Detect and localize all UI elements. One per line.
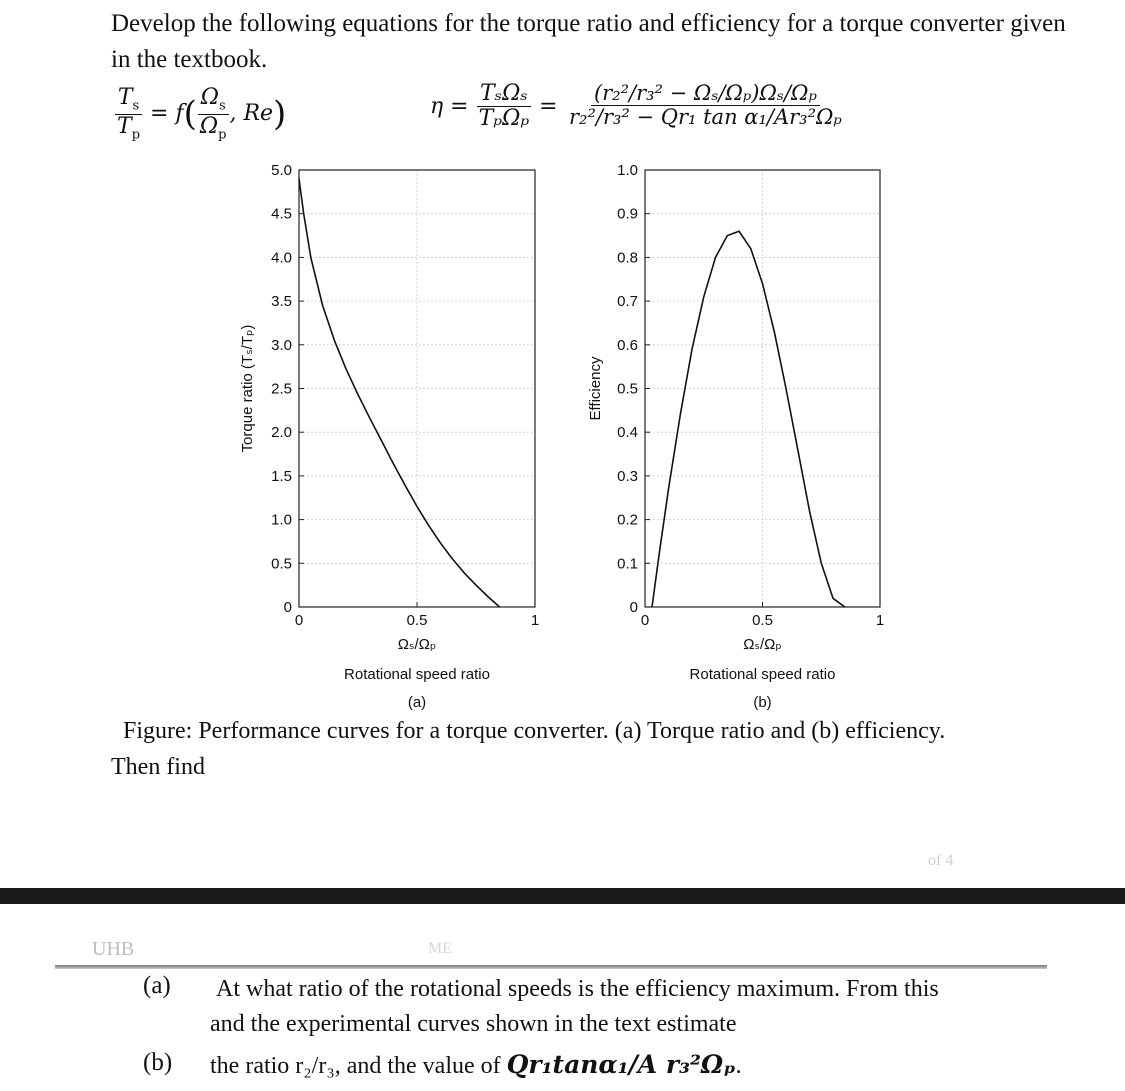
torque-ratio-equation: $\frac{T_s}{T_p}$ = f( $\frac{\Omega_s}{\Omega_p}$ , Re) xyxy=(114,86,286,142)
y-tick-label: 0.6 xyxy=(617,336,638,354)
x-axis-symbol: Ωₛ/Ωₚ xyxy=(397,636,437,653)
y-tick-label: 0.1 xyxy=(617,555,638,573)
y-tick-label: 0.5 xyxy=(271,555,292,573)
y-tick-label: 0.5 xyxy=(617,380,638,398)
y-tick-label: 0 xyxy=(629,599,638,616)
y-tick-label: 4.5 xyxy=(271,205,292,223)
x-tick-label: 1 xyxy=(875,612,885,629)
y-tick-label: 1.0 xyxy=(617,162,638,179)
question-a-line2: and the experimental curves shown in the text estimate xyxy=(210,1011,737,1037)
x-tick-label: 0 xyxy=(640,612,650,629)
page-marker: of 4 xyxy=(928,852,954,869)
series-line xyxy=(652,231,845,607)
y-tick-label: 0.3 xyxy=(617,467,638,485)
question-a-line1: At what ratio of the rotational speeds is the efficiency maximum. From this xyxy=(216,976,939,1002)
y-tick-label: 2.0 xyxy=(271,424,292,442)
efficiency-equation-right: $\frac{\text{(r₂²/r₃² − Ωₛ/Ωₚ)Ωₛ/Ωₚ}}{\text{r₂²/r₃² − Qr₁ tan α₁/Ar₃²Ωₚ}}$ xyxy=(569,81,842,130)
x-axis-symbol: Ωₛ/Ωₚ xyxy=(743,636,782,653)
faded-header-mid: ME xyxy=(428,940,452,957)
panel-label: (b) xyxy=(753,694,772,711)
y-tick-label: 5.0 xyxy=(271,162,292,179)
question-a-label: (a) xyxy=(143,972,171,999)
y-tick-label: 2.5 xyxy=(271,380,292,398)
y-tick-label: 3.5 xyxy=(271,293,292,311)
y-tick-label: 0.2 xyxy=(617,511,638,529)
x-tick-label: 0.5 xyxy=(406,612,428,629)
question-b-label: (b) xyxy=(143,1049,173,1076)
y-tick-label: 0.9 xyxy=(617,205,638,223)
figure-caption: Figure: Performance curves for a torque converter. (a) Torque ratio and (b) efficiency. xyxy=(123,718,946,744)
efficiency-chart xyxy=(587,162,884,711)
y-tick-label: 1.5 xyxy=(271,467,292,485)
y-tick-label: 1.0 xyxy=(271,511,292,529)
x-axis-label: Rotational speed ratio xyxy=(689,666,836,683)
x-axis-label: Rotational speed ratio xyxy=(344,666,490,683)
x-tick-label: 1 xyxy=(530,612,540,629)
series-line xyxy=(299,179,500,607)
page-divider xyxy=(0,888,1125,904)
y-tick-label: 0.4 xyxy=(617,424,638,442)
torque-ratio-chart xyxy=(239,162,539,711)
panel-label: (a) xyxy=(407,694,427,711)
faded-header-left: UHB xyxy=(92,938,135,960)
y-tick-label: 0 xyxy=(283,599,292,616)
y-tick-label: 4.0 xyxy=(271,249,292,267)
intro-text: Develop the following equations for the torque ratio and efficiency for a torque converter given in the textbook. xyxy=(111,10,1066,73)
question-b-formula: Qr₁tanα₁/A r₃²Ωₚ xyxy=(506,1050,736,1079)
then-find-text: Then find xyxy=(111,754,205,780)
efficiency-equation-left: η = $\frac{\text{TₛΩₛ}}{\text{TₚΩₚ}}$ = xyxy=(430,81,558,132)
header-rule xyxy=(55,965,1047,969)
page-header-strip xyxy=(0,904,1125,956)
y-tick-label: 0.7 xyxy=(617,293,638,311)
question-b-text: the ratio r₂/r₃, and the value of Qr₁tanα₁/A r₃²Ωₚ. xyxy=(210,1050,742,1079)
y-axis-label: Torque ratio (Tₛ/Tₚ) xyxy=(239,324,256,453)
x-tick-label: 0.5 xyxy=(752,612,773,629)
x-tick-label: 0 xyxy=(294,612,304,629)
y-tick-label: 3.0 xyxy=(271,336,292,354)
y-axis-label: Efficiency xyxy=(587,356,604,421)
y-tick-label: 0.8 xyxy=(617,249,638,267)
